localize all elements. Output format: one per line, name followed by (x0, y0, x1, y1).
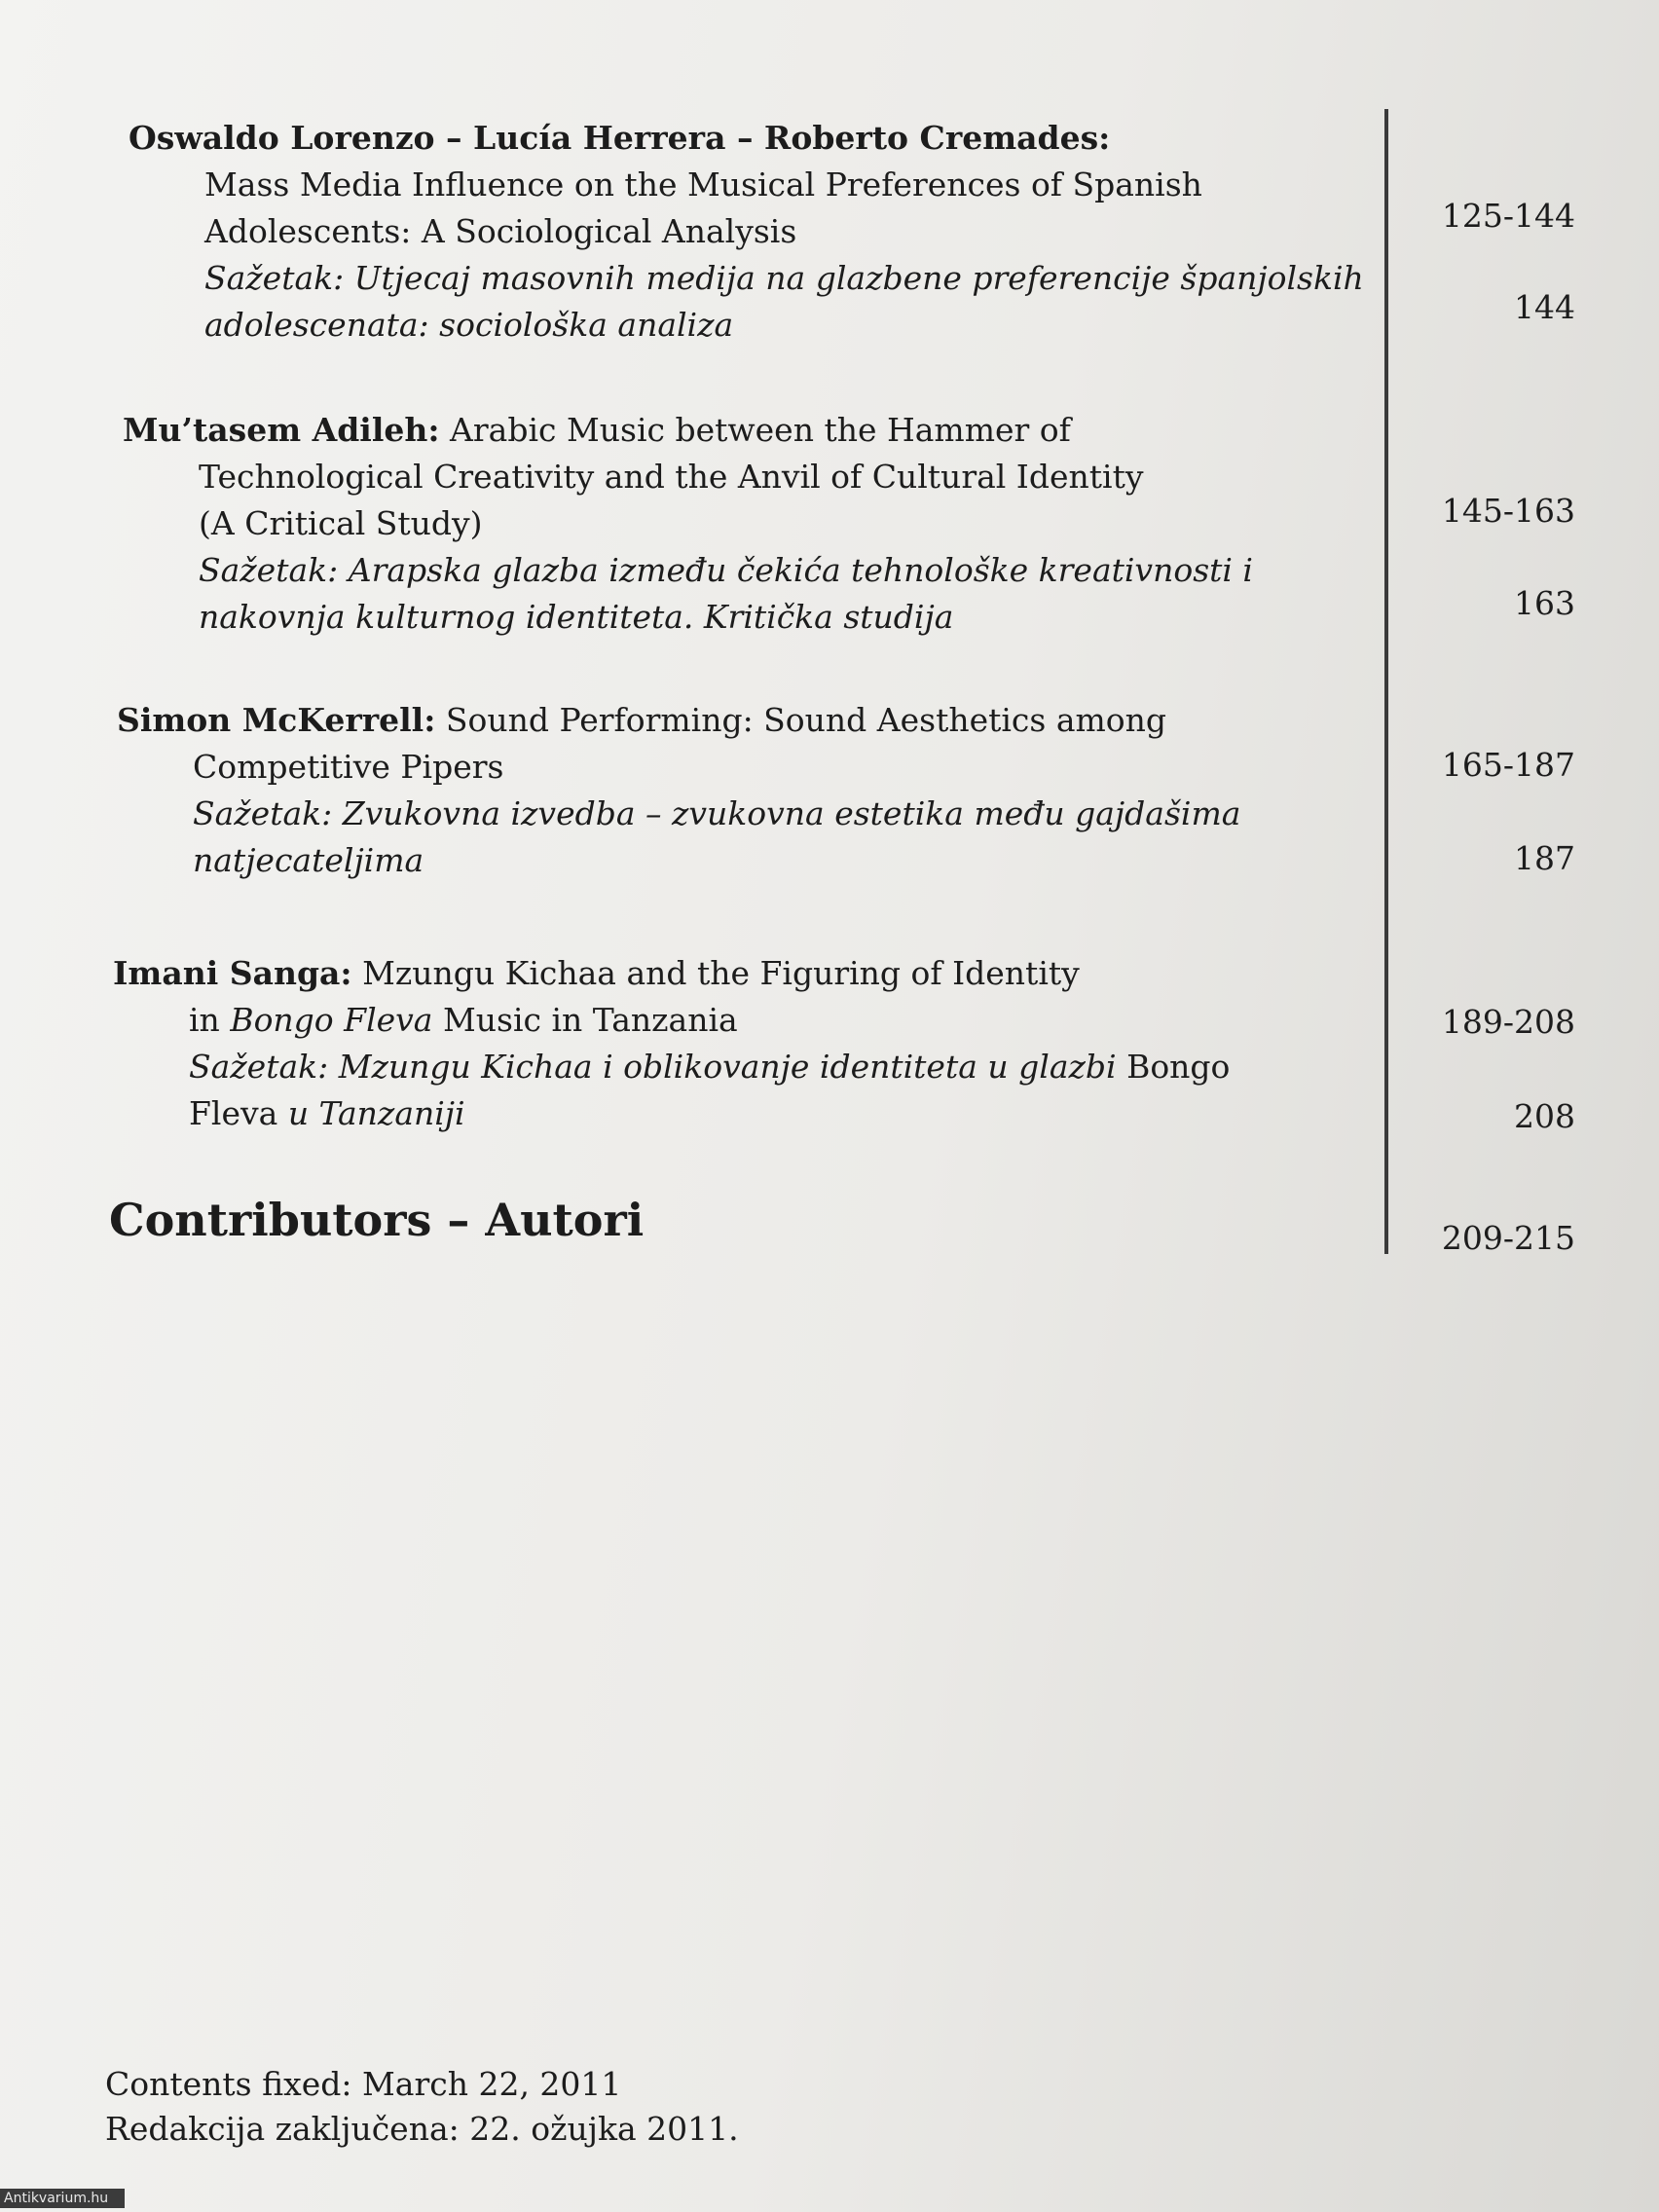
entry-author-line (129, 115, 1277, 162)
contents-fixed-note (105, 2062, 739, 2152)
entry-author-line (117, 697, 1266, 744)
summary-page-number: 144 (1514, 288, 1575, 326)
entry-summary-line: Sažetak: Utjecaj masovnih medija na glazbene preferencije španjolskih (204, 259, 1364, 297)
summary-italic-part: u Tanzaniji (287, 1094, 465, 1132)
entry-summary-line (113, 1044, 1262, 1090)
entry-summary-line: Sažetak: Arapska glazba između čekića tehnološke kreativnosti i (199, 551, 1253, 589)
entry-title-line: (A Critical Study) (199, 504, 483, 542)
entry-page-range: 165-187 (1441, 746, 1575, 784)
entry-title-line: Adolescents: A Sociological Analysis (204, 212, 797, 250)
entry-author: Mu’tasem Adileh: (123, 411, 440, 449)
contributors-page-range: 209-215 (1441, 1219, 1575, 1257)
toc-entry-adileh (123, 407, 1272, 641)
summary-upright-part: Bongo (1126, 1048, 1231, 1086)
entry-title-start: Arabic Music between the Hammer of (450, 411, 1071, 449)
entry-author-line (113, 950, 1262, 997)
toc-entry-mckerrell (117, 697, 1266, 884)
summary-page-number: 163 (1514, 584, 1575, 622)
summary-page-number: 187 (1514, 839, 1575, 877)
entry-summary-line: nakovnja kulturnog identiteta. Kritička studija (199, 598, 954, 636)
entry-title-line: Technological Creativity and the Anvil of Cultural Identity (199, 458, 1144, 496)
entry-title-line: Competitive Pipers (193, 748, 504, 786)
title-part: in (189, 1001, 220, 1039)
site-watermark: Antikvarium.hu (0, 2189, 125, 2208)
entry-page-range: 125-144 (1441, 197, 1575, 235)
summary-page-number: 208 (1514, 1097, 1575, 1135)
entry-page-range: 145-163 (1441, 492, 1575, 530)
summary-upright-part: Fleva (189, 1094, 278, 1132)
entry-author: Simon McKerrell: (117, 701, 436, 739)
title-italic-part: Bongo Fleva (230, 1001, 433, 1039)
entry-title-line: Mass Media Influence on the Musical Preferences of Spanish (204, 166, 1202, 203)
contents-fixed-croatian: Redakcija zaključena: 22. ožujka 2011. (105, 2110, 739, 2148)
entry-title-line (113, 997, 1262, 1044)
entry-author-line (123, 407, 1272, 454)
summary-italic-part: Sažetak: Mzungu Kichaa i oblikovanje identiteta u glazbi (189, 1048, 1117, 1086)
entry-summary-line: Sažetak: Zvukovna izvedba – zvukovna estetika među gajdašima (193, 794, 1241, 832)
entry-summary-line (113, 1090, 1262, 1137)
entry-author: Oswaldo Lorenzo – Lucía Herrera – Roberto Cremades: (129, 119, 1111, 157)
toc-entry-lorenzo (129, 115, 1364, 349)
contents-fixed-english: Contents fixed: March 22, 2011 (105, 2065, 622, 2103)
contributors-heading: Contributors – Autori (109, 1194, 645, 1246)
vertical-rule (1384, 109, 1388, 1254)
entry-title-start: Sound Performing: Sound Aesthetics among (445, 701, 1167, 739)
entry-author: Imani Sanga: (113, 954, 352, 992)
entry-summary-line: natjecateljima (193, 841, 424, 879)
entry-page-range: 189-208 (1441, 1003, 1575, 1041)
title-part: Music in Tanzania (442, 1001, 738, 1039)
entry-title-start: Mzungu Kichaa and the Figuring of Identity (362, 954, 1080, 992)
toc-entry-sanga (113, 950, 1262, 1137)
entry-summary-line: adolescenata: sociološka analiza (204, 306, 734, 344)
